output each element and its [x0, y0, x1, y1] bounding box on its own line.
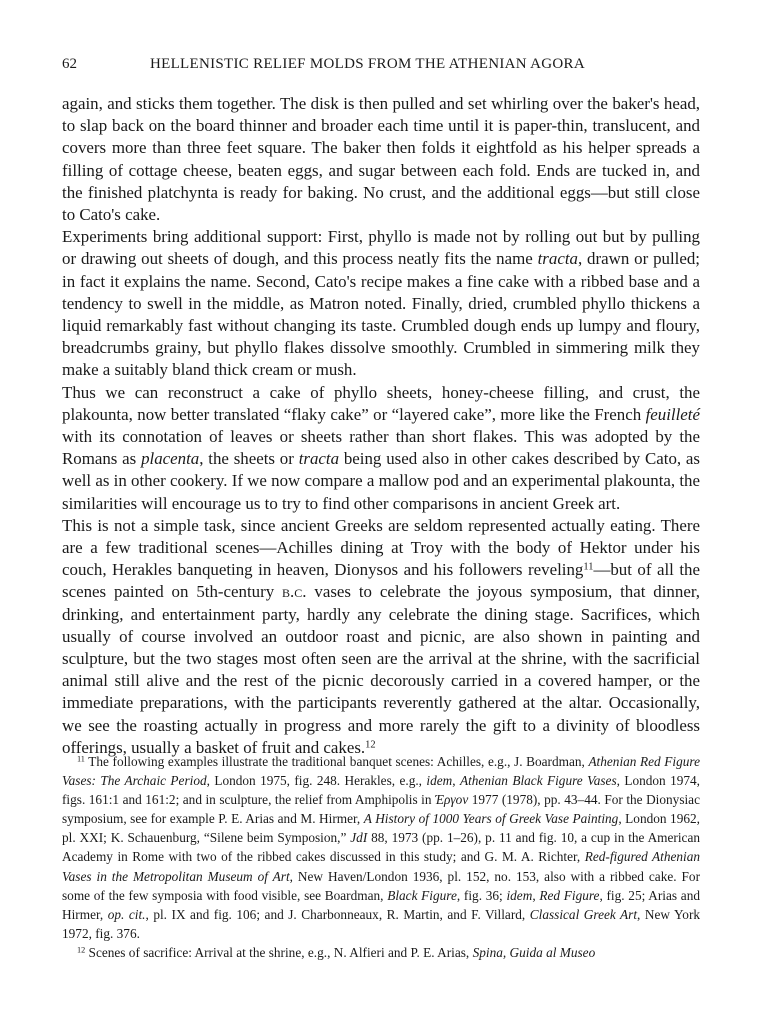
- paragraph-1: [62, 93, 700, 226]
- text-run: Experiments bring additional support: First, phyllo is made not by rolling out but by pulling or drawing out sheets of dough, and this process neatly fits the name: [62, 227, 700, 269]
- italic-run: Red Figure: [539, 887, 600, 903]
- italic-run: tracta: [537, 249, 578, 269]
- text-run: , New Haven/London 1936, pl. 152, no. 153, also with a ribbed cake. For some of the few symposia with food visible, see Boardman,: [62, 868, 701, 903]
- text-run: , drawn or pulled; in fact it explains the name. Second, Cato's recipe makes a fine cake with a ribbed base and a tendency to swell in the middle, as Matron noted. Finally, dried, crumbled phyllo thickens a liquid remarkably fast without changing its taste. Crumbled dough ends up lumpy and floury, breadcrumbs grainy, but phyllo flakes dissolve smoothly. Crumbled in simmering milk they make a suitably bland thick cream or mush.: [62, 249, 700, 380]
- footnote-11: [62, 752, 700, 943]
- running-header: [62, 56, 700, 78]
- text-run: , pl. IX and fig. 106; and J. Charbonneaux, R. Martin, and F. Villard,: [145, 906, 530, 922]
- text-run: 88, 1973 (pp. 1–26), p. 11 and fig. 10, a cup in the American Academy in Rome with two of the ribbed cakes discussed in this study; and G. M. A. Richter,: [62, 830, 700, 865]
- italic-run: Classical Greek Art: [529, 906, 638, 922]
- footnote-ref: 12: [365, 739, 376, 751]
- text-run: again, and sticks them together. The disk is then pulled and set whirling over the baker's head, to slap back on the board thinner and broader each time until it is paper-thin, translucent, and covers more than three feet square. The baker then folds it eightfold as his helper spreads a filling of cottage cheese, beaten eggs, and sugar between each fold. Ends are tucked in, and the finished platchynta is ready for baking. No crust, and the additional eggs—but still close to Cato's cake.: [62, 94, 700, 225]
- text-run: vases to celebrate the joyous symposium, that dinner, drinking, and entertainment party, hardly any celebrate the dining stage. Sacrifices, which usually of course involved an outdoor roast and picnic, are also shown in painting and sculpture, but the two stages most often seen are the arrival at the shrine, with the sacrificial animal still alive and the rest of the picnic decorously carried in a covered hamper, or the immediate preparations, with the participants reverently gathered at the altar. Occasionally, we see the roasting actually in progress and more rarely the gift to a divinity of bloodless offerings, usually a basket of fruit and cakes.: [62, 582, 700, 757]
- footnote-12: [62, 943, 700, 962]
- small-caps-run: b.c.: [282, 582, 307, 602]
- text-run: with its connotation of leaves or sheets rather than short flakes. This was adopted by the Romans as: [62, 427, 700, 469]
- running-title: HELLENISTIC RELIEF MOLDS FROM THE ATHENIAN AGORA: [150, 56, 585, 72]
- italic-run: Black Figure: [387, 887, 457, 903]
- footnote-ref: 11: [583, 561, 594, 573]
- italic-run: placenta: [141, 449, 200, 469]
- text-run: Thus we can reconstruct a cake of phyllo sheets, honey-cheese filling, and crust, the plakounta, now better translated “flaky cake” or “layered cake”, more like the French: [62, 382, 700, 424]
- text-run: , New York 1972, fig. 376.: [62, 906, 701, 941]
- text-run: , fig. 36;: [456, 887, 507, 903]
- italic-run: Spina, Guida al Museo: [472, 944, 596, 960]
- text-run: Scenes of sacrifice: Arrival at the shrine, e.g., N. Alfieri and P. E. Arias,: [85, 944, 473, 960]
- paragraph-4: [62, 515, 700, 759]
- italic-run: tracta: [298, 449, 340, 469]
- italic-run: A History of 1000 Years of Greek Vase Painting: [363, 811, 619, 827]
- italic-run: Athenian Red Figure Vases: The Archaic Period: [62, 754, 700, 789]
- body-text: [62, 93, 700, 759]
- page-number: 62: [62, 56, 77, 72]
- footnote-ref: 11: [77, 754, 85, 764]
- text-run: —but of all the scenes painted on 5th-century: [62, 560, 700, 602]
- text-run: being used also in other cakes described by Cato, as well as in other cookery. If we now compare a mallow pod and an experimental plakounta, the similarities will encourage us to try to find other comparisons in ancient Greek art.: [62, 449, 700, 513]
- italic-run: idem: [426, 773, 453, 789]
- text-run: ,: [452, 773, 460, 789]
- text-run: , fig. 25; Arias and Hirmer,: [62, 887, 700, 922]
- italic-run: Έργον: [435, 792, 469, 808]
- italic-run: idem: [506, 887, 533, 903]
- text-run: This is not a simple task, since ancient Greeks are seldom represented actually eating. There are a few traditional scenes—Achilles dining at Troy with the body of Hektor under his couch, Herakles banqueting in heaven, Dionysos and his followers reveling: [62, 515, 700, 580]
- italic-run: op. cit.: [107, 906, 146, 922]
- footnotes: [62, 752, 700, 962]
- text-run: 1977 (1978), pp. 43–44. For the Dionysiac symposium, see for example P. E. Arias and M. Hirmer,: [62, 792, 700, 827]
- text-run: , the sheets or: [199, 449, 299, 469]
- paragraph-3: [62, 382, 700, 515]
- text-run: The following examples illustrate the traditional banquet scenes: Achilles, e.g., J. Boardman,: [84, 754, 589, 769]
- italic-run: JdI: [350, 830, 368, 846]
- italic-run: Red-figured Athenian Vases in the Metropolitan Museum of Art: [62, 849, 701, 884]
- text-run: ,: [532, 887, 540, 903]
- italic-run: Athenian Black Figure Vases: [459, 773, 617, 789]
- footnote-ref: 12: [77, 945, 86, 955]
- italic-run: feuilleté: [645, 404, 700, 424]
- text-run: , London 1975, fig. 248. Herakles, e.g.,: [206, 773, 427, 789]
- text-run: , London 1962, pl. XXI; K. Schauenburg, “Silene beim Symposion,”: [62, 811, 700, 846]
- paragraph-2: [62, 226, 700, 381]
- text-run: , London 1974, figs. 161:1 and 161:2; and in sculpture, the relief from Amphipolis in: [62, 773, 700, 808]
